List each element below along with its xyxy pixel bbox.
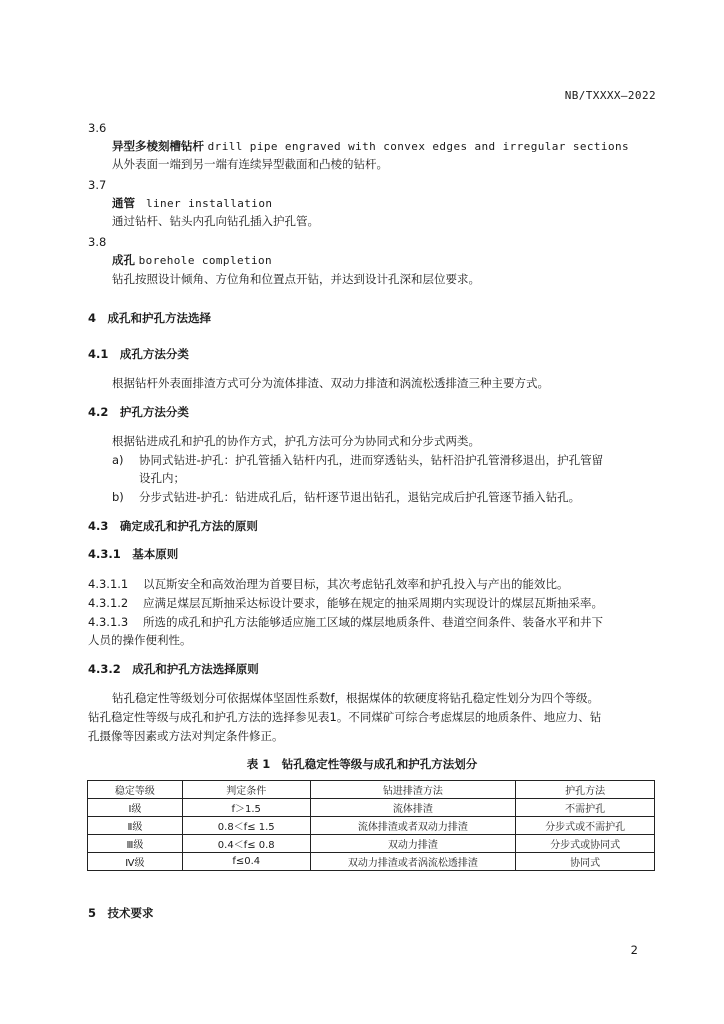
doc-code: NB/TXXXX—2022 xyxy=(564,89,656,102)
table-caption: 表 1 钻孔稳定性等级与成孔和护孔方法划分 xyxy=(246,757,478,771)
table-header-row xyxy=(88,781,655,799)
section-heading: 4.1 成孔方法分类 xyxy=(88,347,189,361)
table-cell: Ⅱ级 xyxy=(88,817,183,835)
term-title xyxy=(112,195,272,212)
table-row xyxy=(88,835,655,853)
table-cell: f＞1.5 xyxy=(182,799,310,817)
table-header: 护孔方法 xyxy=(516,781,655,799)
table-cell: 流体排渣或者双动力排渣 xyxy=(310,817,516,835)
section-heading: 4.3.1 基本原则 xyxy=(88,547,179,561)
table-header: 钻进排渣方法 xyxy=(310,781,516,799)
list-item-text: 设孔内； xyxy=(139,471,185,485)
section-heading: 4.2 护孔方法分类 xyxy=(88,405,189,419)
clause-text: 所选的成孔和护孔方法能够适应施工区域的煤层地质条件、巷道空间条件、装备水平和井下 xyxy=(143,615,603,629)
term-definition: 通过钻杆、钻头内孔向钻孔插入护孔管。 xyxy=(112,214,319,228)
clause-text: 应满足煤层瓦斯抽采达标设计要求，能够在规定的抽采周期内实现设计的煤层瓦斯抽采率。 xyxy=(143,596,603,610)
term-definition: 从外表面一端到另一端有连续异型截面和凸棱的钻杆。 xyxy=(112,157,388,171)
term-number: 3.7 xyxy=(88,178,107,192)
table-cell: 0.8＜f≤ 1.5 xyxy=(182,817,310,835)
table-cell: 分步式或协同式 xyxy=(516,835,655,853)
term-title xyxy=(112,138,629,155)
list-item-text: 分步式钻进-护孔：钻进成孔后，钻杆逐节退出钻孔，退钻完成后护孔管逐节插入钻孔。 xyxy=(139,490,581,504)
paragraph: 根据钻杆外表面排渣方式可分为流体排渣、双动力排渣和涡流松透排渣三种主要方式。 xyxy=(112,376,549,390)
term-zh: 成孔 xyxy=(112,253,135,267)
term-en: drill pipe engraved with convex edges and irregular sections xyxy=(207,140,630,153)
table-row xyxy=(88,817,655,835)
term-number: 3.8 xyxy=(88,235,107,249)
term-en: borehole completion xyxy=(138,254,273,267)
table-cell: f≤0.4 xyxy=(182,853,310,871)
table-header: 判定条件 xyxy=(182,781,310,799)
clause-text: 以瓦斯安全和高效治理为首要目标，其次考虑钻孔效率和护孔投入与产出的能效比。 xyxy=(143,577,569,591)
table-header: 稳定等级 xyxy=(88,781,183,799)
table-cell: 不需护孔 xyxy=(516,799,655,817)
paragraph: 根据钻进成孔和护孔的协作方式，护孔方法可分为协同式和分步式两类。 xyxy=(112,434,480,448)
section-heading: 4 成孔和护孔方法选择 xyxy=(88,311,212,325)
table-cell: 双动力排渣或者涡流松透排渣 xyxy=(310,853,516,871)
table-cell: Ⅳ级 xyxy=(88,853,183,871)
table-cell: 双动力排渣 xyxy=(310,835,516,853)
table-cell: Ⅲ级 xyxy=(88,835,183,853)
clause-number: 4.3.1.2 xyxy=(88,596,129,610)
section-heading: 4.3.2 成孔和护孔方法选择原则 xyxy=(88,662,259,676)
table-cell: Ⅰ级 xyxy=(88,799,183,817)
list-label: a) xyxy=(112,453,124,467)
paragraph: 钻孔稳定性等级划分可依据煤体坚固性系数f，根据煤体的软硬度将钻孔稳定性划分为四个等级。 xyxy=(112,691,600,705)
section-heading: 4.3 确定成孔和护孔方法的原则 xyxy=(88,519,258,533)
paragraph: 孔摄像等因素或方法对判定条件修正。 xyxy=(88,729,284,743)
clause-number: 4.3.1.3 xyxy=(88,615,129,629)
clause-text: 人员的操作便利性。 xyxy=(88,633,192,647)
clause-number: 4.3.1.1 xyxy=(88,577,129,591)
table-row xyxy=(88,853,655,871)
table-row xyxy=(88,799,655,817)
list-label: b) xyxy=(112,490,124,504)
list-item-text: 协同式钻进-护孔：护孔管插入钻杆内孔，进而穿透钻头，钻杆沿护孔管滑移退出，护孔管留 xyxy=(139,453,604,467)
table-cell: 0.4＜f≤ 0.8 xyxy=(182,835,310,853)
table-cell: 流体排渣 xyxy=(310,799,516,817)
term-zh: 异型多棱刻槽钻杆 xyxy=(112,139,204,153)
term-zh: 通管 xyxy=(112,196,135,210)
term-definition: 钻孔按照设计倾角、方位角和位置点开钻，并达到设计孔深和层位要求。 xyxy=(112,272,480,286)
term-en: liner installation xyxy=(145,197,273,210)
table-cell: 协同式 xyxy=(516,853,655,871)
paragraph: 钻孔稳定性等级与成孔和护孔方法的选择参见表1。不同煤矿可综合考虑煤层的地质条件、地应力、钻 xyxy=(88,710,602,724)
term-number: 3.6 xyxy=(88,121,107,135)
section-heading: 5 技术要求 xyxy=(88,906,154,920)
page-number: 2 xyxy=(630,943,638,957)
term-title xyxy=(112,252,272,269)
classification-table xyxy=(87,780,655,871)
table-cell: 分步式或不需护孔 xyxy=(516,817,655,835)
